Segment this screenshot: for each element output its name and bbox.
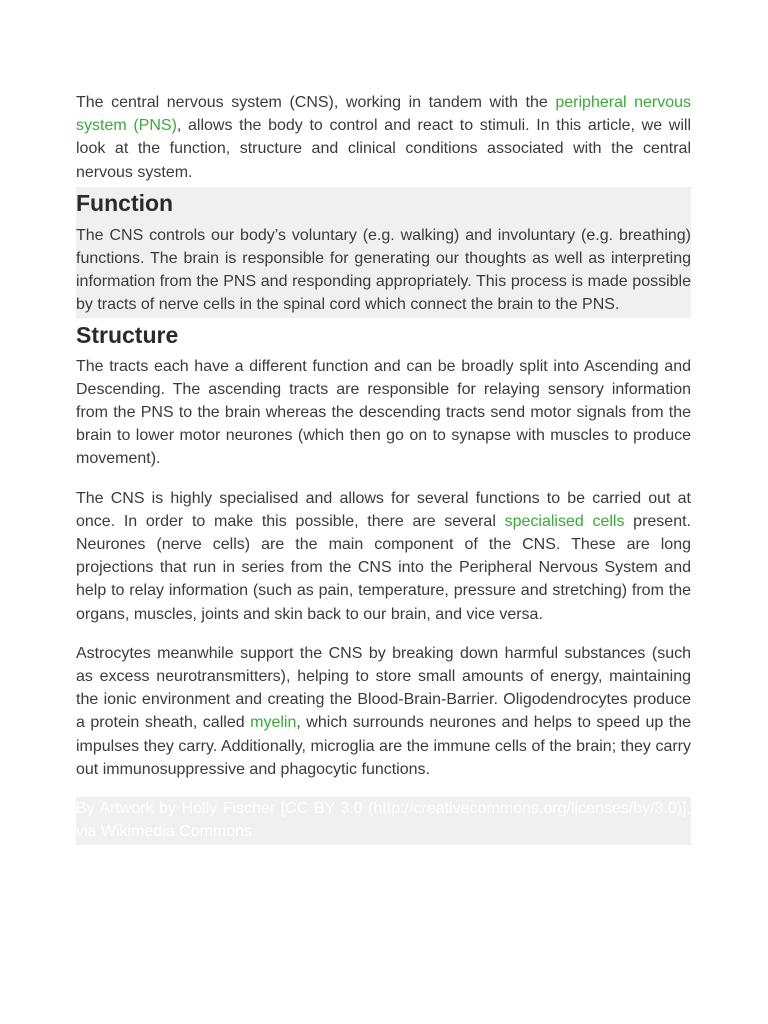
paragraph-spacer xyxy=(76,626,691,642)
image-attribution: By Artwork by Holly Fischer [CC BY 3.0 (http://creativecommons.org/licenses/by/3.0)], via Wikimedia Commons xyxy=(76,797,691,845)
intro-text-1: The central nervous system (CNS), working in tandem with the xyxy=(76,94,556,111)
structure-heading: Structure xyxy=(76,321,179,348)
structure-paragraph-3-text-b: , which surrounds neurones and helps to speed up the impulses they carry. Additionally, microglia are the immune cells of the brain; they carry out immunosuppressive and phagocytic functions. xyxy=(76,714,692,778)
specialised-cells-link[interactable]: specialised cells xyxy=(504,512,625,530)
structure-paragraph-2 xyxy=(76,487,691,626)
structure-paragraph-1: The tracts each have a different function and can be broadly split into Ascending and Descending. The ascending tracts are responsible for relaying sensory information from the PNS to the brain whereas the descending tracts send motor signals from the brain to lower motor neurones (which then go on to synapse with muscles to produce movement). xyxy=(76,357,691,468)
structure-paragraph-2-text-b: present. Neurones (nerve cells) are the main component of the CNS. These are long projections that run in series from the CNS into the Peripheral Nervous System and help to relay information (such as pain, temperature, pressure and stretching) from the organs, muscles, joints and skin back to our brain, and vice versa. xyxy=(76,512,691,623)
structure-paragraph-3-text-a: Astrocytes meanwhile support the CNS by breaking down harmful substances (such as excess neurotransmitters), helping to store small amounts of energy, maintaining the ionic environment and creating the Blood-Brain-Barrier. Oligodendrocytes produce a protein sheath, called xyxy=(76,644,691,732)
paragraph-spacer xyxy=(76,471,691,487)
function-section xyxy=(76,187,691,318)
structure-paragraph-3 xyxy=(76,642,691,781)
function-paragraph: The CNS controls our body’s voluntary (e.g. walking) and involuntary (e.g. breathing) functions. The brain is responsible for generating our thoughts as well as interpreting information from the PNS and responding appropriately. This process is made possible by tracts of nerve cells in the spinal cord which connect the brain to the PNS. xyxy=(76,226,691,314)
peripheral-nervous-system-link[interactable]: peripheral nervous system (PNS) xyxy=(76,94,692,135)
article-body xyxy=(76,91,691,845)
myelin-link[interactable]: myelin xyxy=(250,714,297,732)
structure-paragraph-2-text-a: The CNS is highly specialised and allows for several functions to be carried out at once. In order to make this possible, there are several xyxy=(76,489,691,530)
function-heading: Function xyxy=(76,189,174,216)
intro-text-2: , allows the body to control and react to stimuli. In this article, we will look at the function, structure and clinical conditions associated with the central nervous system. xyxy=(76,117,692,181)
intro-paragraph xyxy=(76,91,691,184)
